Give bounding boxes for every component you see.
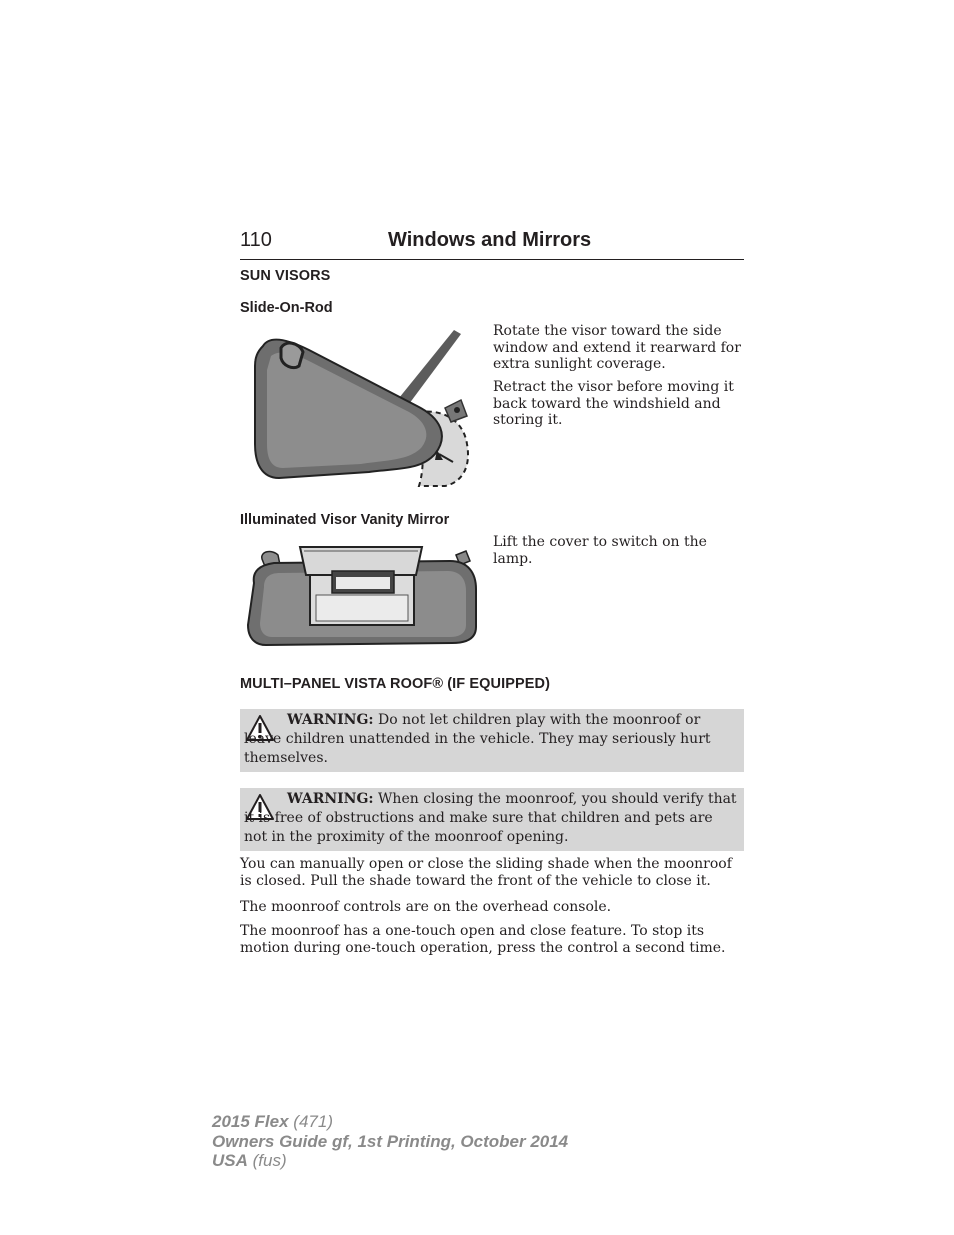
warning-label: WARNING: — [287, 712, 374, 728]
chapter-title: Windows and Mirrors — [388, 229, 592, 251]
footer-market: USA — [212, 1151, 248, 1170]
vista-roof-paragraph-2: The moonroof controls are on the overhead console. — [240, 899, 612, 915]
slide-on-rod-paragraph-2: Retract the visor before moving it back toward the windshield and storing it. — [493, 379, 734, 428]
footer-guide: Owners Guide gf, 1st Printing, October 2014 — [212, 1131, 569, 1151]
warning-box-1 — [240, 709, 744, 772]
section-title-sun-visors: SUN VISORS — [240, 268, 331, 284]
section-title-vista-roof: MULTI–PANEL VISTA ROOF® (IF EQUIPPED) — [240, 676, 551, 692]
warning-body: Do not let children play with the moonroof or leave children unattended in the vehicle. They may seriously hurt themselves. — [244, 712, 711, 766]
vanity-mirror-visor-illustration — [244, 543, 478, 647]
subsection-title-vanity-mirror: Illuminated Visor Vanity Mirror — [240, 512, 450, 528]
subsection-title-slide-on-rod: Slide-On-Rod — [240, 300, 333, 316]
warning-text-1 — [244, 711, 738, 768]
footer-model-code: (471) — [293, 1112, 333, 1131]
footer-market-code: (fus) — [252, 1151, 287, 1170]
page-number: 110 — [240, 229, 272, 251]
page-footer — [212, 1112, 568, 1171]
slide-on-rod-paragraph-1: Rotate the visor toward the side window and extend it rearward for extra sunlight coverage. — [493, 323, 741, 372]
warning-text-2 — [244, 790, 738, 847]
page-header — [240, 229, 744, 260]
vista-roof-paragraph-1: You can manually open or close the sliding shade when the moonroof is closed. Pull the shade toward the front of the vehicle to close it. — [240, 856, 732, 889]
warning-box-2 — [240, 788, 744, 851]
vista-roof-paragraph-3: The moonroof has a one-touch open and close feature. To stop its motion during one-touch operation, press the control a second time. — [240, 923, 726, 956]
slide-on-rod-visor-illustration — [249, 326, 478, 488]
vanity-mirror-paragraph: Lift the cover to switch on the lamp. — [493, 534, 707, 567]
warning-body: When closing the moonroof, you should verify that it is free of obstructions and make sure that children and pets are not in the proximity of the moonroof opening. — [244, 791, 737, 845]
warning-label: WARNING: — [287, 791, 374, 807]
footer-model: 2015 Flex — [212, 1112, 289, 1131]
